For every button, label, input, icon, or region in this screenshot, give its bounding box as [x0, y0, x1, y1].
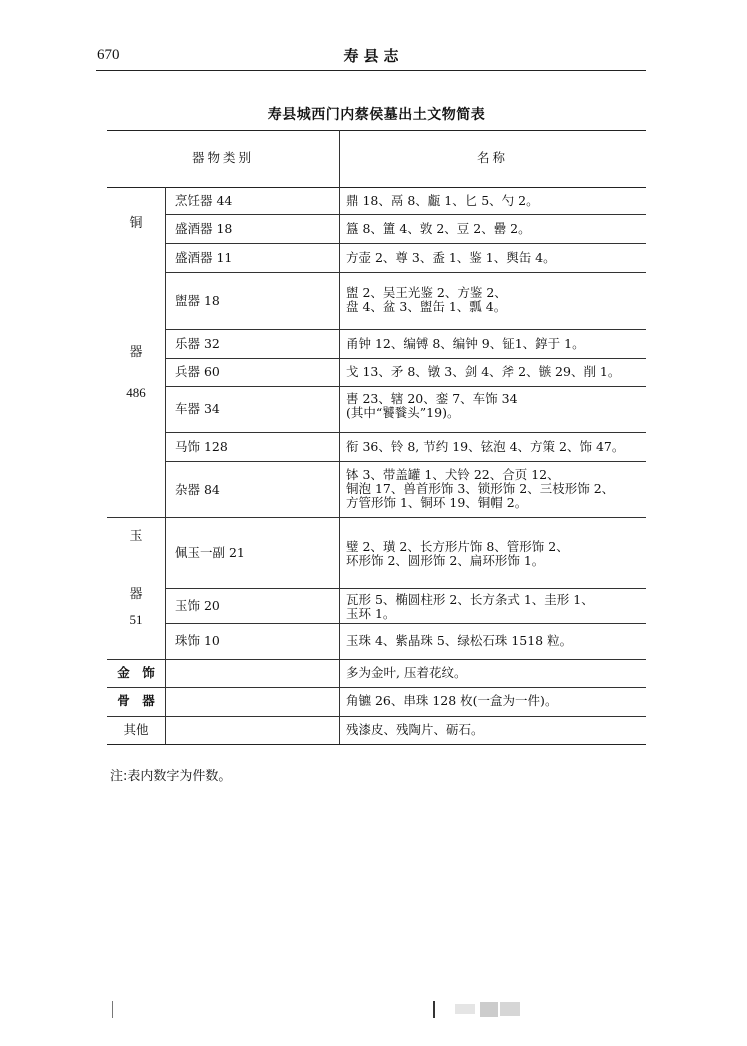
row-divider	[165, 461, 646, 462]
names-cell: 軎 23、辖 20、銮 7、车饰 34	[346, 391, 518, 406]
category-cell: 佩玉一副 21	[175, 545, 245, 560]
header-bottom-rule	[107, 187, 646, 188]
category-cell: 玉饰 20	[175, 598, 220, 613]
names-cell: (其中“饕餮头”19)。	[346, 405, 460, 420]
row-divider	[165, 588, 646, 589]
names-cell: 璧 2、璜 2、长方形片饰 8、管形饰 2、	[346, 539, 569, 554]
row-divider	[165, 214, 646, 215]
category-cell: 兵器 60	[175, 364, 220, 379]
scan-noise	[500, 1002, 520, 1016]
scan-noise	[455, 1004, 475, 1014]
names-cell: 铜泡 17、兽首形饰 3、锁形饰 2、三枝形饰 2、	[346, 481, 615, 496]
group-divider	[107, 716, 646, 717]
group-divider	[107, 687, 646, 688]
group-divider	[107, 517, 646, 518]
group-label-gold: 金 饰	[117, 665, 155, 680]
names-cell: 玉珠 4、紫晶珠 5、绿松石珠 1518 粒。	[346, 633, 573, 648]
column-header-names: 名称	[476, 150, 508, 165]
names-cell: 环形饰 2、圆形饰 2、扁环形饰 1。	[346, 553, 545, 568]
names-cell: 方壶 2、尊 3、盉 1、鉴 1、舆缶 4。	[346, 250, 556, 265]
names-cell: 残漆皮、残陶片、砺石。	[346, 722, 484, 737]
names-cell: 多为金叶, 压着花纹。	[346, 665, 467, 680]
page-number: 670	[97, 47, 120, 63]
names-cell: 盘 4、盆 3、盥缶 1、瓢 4。	[346, 299, 507, 314]
row-divider	[165, 623, 646, 624]
column-divider-main	[339, 130, 340, 744]
names-cell: 钵 3、带盖罐 1、犬铃 22、合页 12、	[346, 467, 560, 482]
category-cell: 车器 34	[175, 401, 220, 416]
table-note: 注:表内数字为件数。	[110, 769, 232, 784]
names-cell: 盥 2、吴王光鉴 2、方鉴 2、	[346, 285, 507, 300]
group-divider	[107, 659, 646, 660]
names-cell: 衔 36、铃 8, 节约 19、铉泡 4、方策 2、饰 47。	[346, 439, 625, 454]
group-label-bronze: 铜	[129, 216, 143, 231]
category-cell: 烹饪器 44	[175, 193, 233, 208]
scan-mark	[112, 1001, 113, 1018]
category-cell: 珠饰 10	[175, 633, 220, 648]
category-cell: 盛酒器 11	[175, 250, 233, 265]
row-divider	[165, 329, 646, 330]
running-title: 寿县志	[343, 47, 404, 65]
group-label-jade-vessel: 器	[129, 587, 143, 602]
table-title: 寿县城西门内蔡侯墓出土文物简表	[267, 107, 486, 123]
names-cell: 戈 13、矛 8、镦 3、剑 4、斧 2、镞 29、削 1。	[346, 364, 621, 379]
row-divider	[165, 432, 646, 433]
names-cell: 玉环 1。	[346, 606, 396, 621]
category-cell: 杂器 84	[175, 482, 220, 497]
group-label-jade: 玉	[129, 529, 143, 544]
group-count-jade: 51	[129, 612, 143, 627]
names-cell: 鼎 18、鬲 8、甗 1、匕 5、勺 2。	[346, 193, 539, 208]
row-divider	[165, 272, 646, 273]
category-cell: 马饰 128	[175, 439, 228, 454]
group-label-bronze-vessel: 器	[129, 345, 143, 360]
header-rule	[96, 70, 646, 71]
names-cell: 角镳 26、串珠 128 枚(一盒为一件)。	[346, 693, 558, 708]
scan-mark	[433, 1001, 435, 1018]
group-label-bone: 骨 器	[117, 693, 155, 708]
category-cell: 乐器 32	[175, 336, 220, 351]
names-cell: 甬钟 12、编镈 8、编钟 9、钲1、錞于 1。	[346, 336, 585, 351]
category-cell: 盛酒器 18	[175, 221, 233, 236]
row-divider	[165, 358, 646, 359]
table-top-rule	[107, 130, 646, 131]
scan-noise	[480, 1002, 498, 1017]
column-divider-group	[165, 187, 166, 744]
category-cell: 盥器 18	[175, 293, 220, 308]
names-cell: 簋 8、簠 4、敦 2、豆 2、罍 2。	[346, 221, 531, 236]
names-cell: 方管形饰 1、铜环 19、铜帽 2。	[346, 495, 528, 510]
table-bottom-rule	[107, 744, 646, 745]
names-cell: 瓦形 5、椭圆柱形 2、长方条式 1、圭形 1、	[346, 592, 594, 607]
row-divider	[165, 243, 646, 244]
group-count-bronze: 486	[126, 385, 146, 400]
column-header-category: 器物类别	[191, 150, 254, 165]
group-label-other: 其他	[123, 722, 149, 737]
row-divider	[165, 386, 646, 387]
